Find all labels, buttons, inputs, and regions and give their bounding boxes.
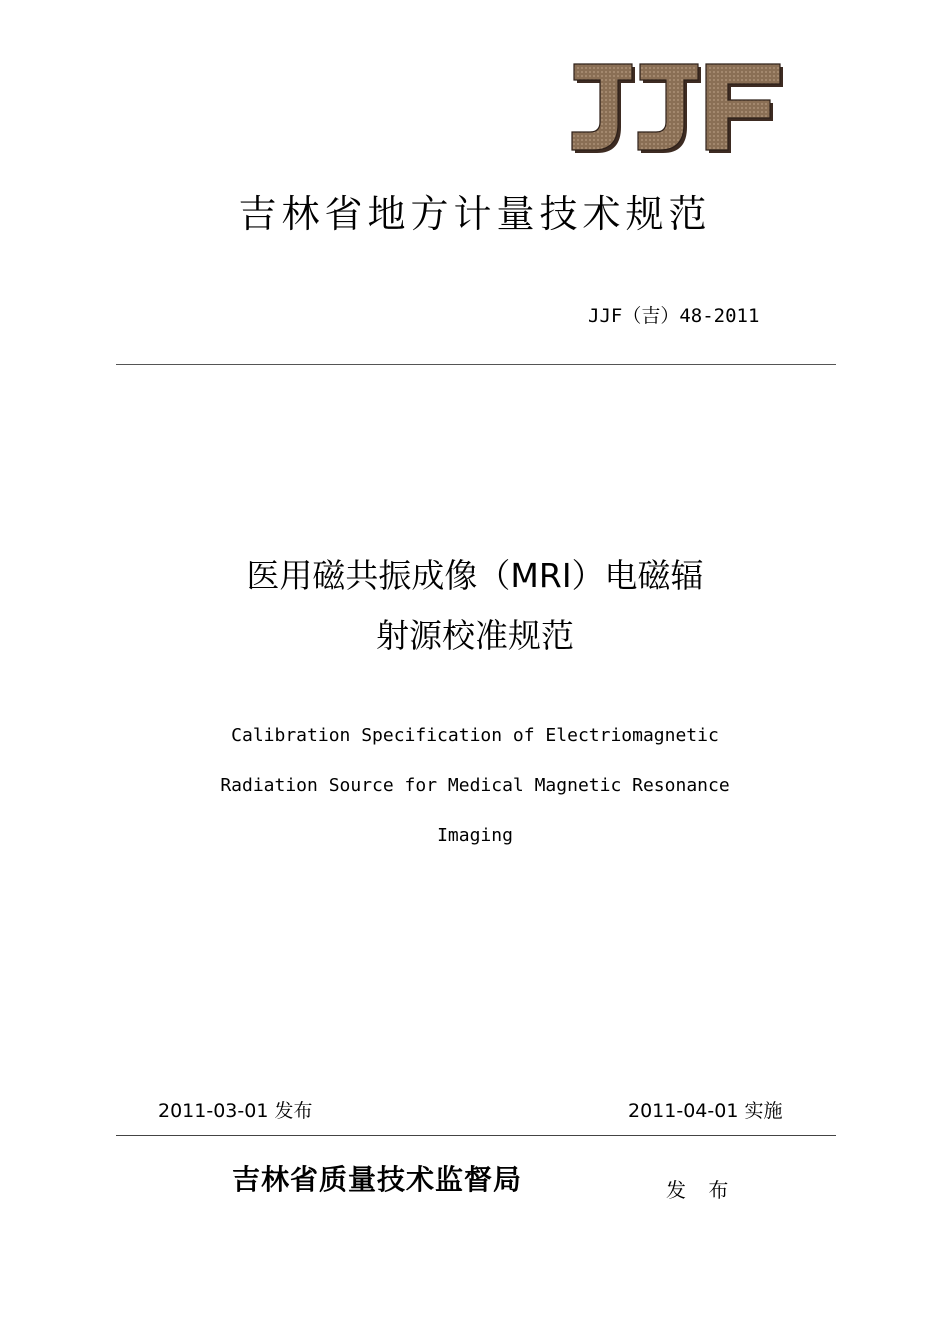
publish-label: 发 布 (666, 1178, 737, 1202)
english-title-line-2: Radiation Source for Medical Magnetic Resonance (220, 775, 730, 796)
jjf-logo (568, 62, 784, 156)
document-number: JJF（吉）48-2011 (588, 305, 760, 327)
issue-date: 2011-03-01 发布 (158, 1100, 313, 1122)
english-title-line-1: Calibration Specification of Electriomagnetic (231, 725, 719, 746)
effective-date: 2011-04-01 实施 (628, 1100, 783, 1122)
divider-bottom (116, 1135, 836, 1136)
publisher-name: 吉林省质量技术监督局 (232, 1163, 523, 1196)
divider-top (116, 364, 836, 365)
chinese-title-line-2: 射源校准规范 (376, 616, 574, 655)
chinese-title-line-1: 医用磁共振成像（MRI）电磁辐 (246, 556, 704, 595)
english-title-line-3: Imaging (437, 825, 513, 846)
series-title: 吉林省地方计量技术规范 (238, 192, 712, 236)
